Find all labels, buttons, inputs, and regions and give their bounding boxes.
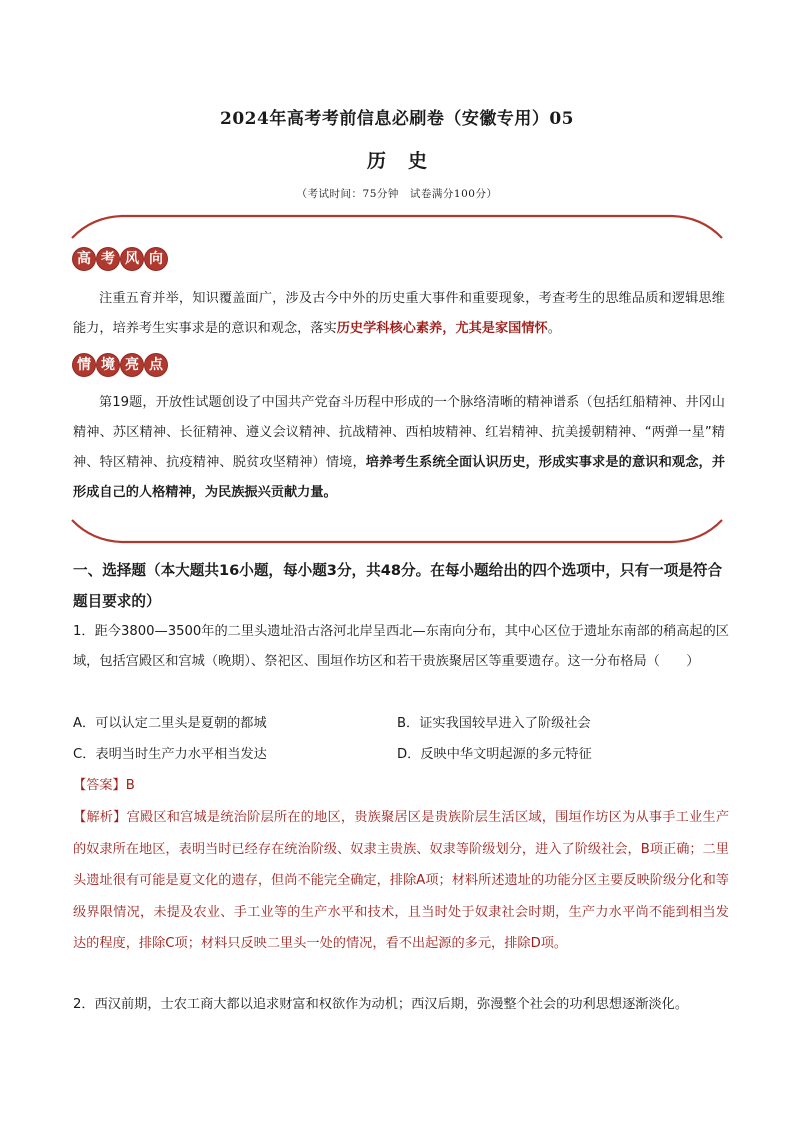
tag-char: 向 xyxy=(145,248,167,270)
intro-p2-text: 第19题，开放性试题创设了中国共产党奋斗历程中形成的一个脉络清晰的精神谱系（包括红船精神、井冈山精神、苏区精神、长征精神、遵义会议精神、抗战精神、西柏坡精神、红岩精神、抗美援朝精神、“两弹一星”精神、特区精神、抗疫精神、脱贫攻坚精神）情境， xyxy=(73,395,725,470)
tag-char: 高 xyxy=(73,248,95,270)
q1-option-c: C．表明当时生产力水平相当发达 xyxy=(73,747,267,762)
answer-label: 【答案】 xyxy=(73,778,126,793)
intro-p1-highlight: 历史学科核心素养，尤其是家国情怀 xyxy=(336,321,548,336)
q1-option-a: A．可以认定二里头是夏朝的都城 xyxy=(73,716,267,731)
intro-p1-end: 。 xyxy=(547,321,561,336)
tag-char: 风 xyxy=(121,248,143,270)
intro-paragraph-2 xyxy=(73,388,725,508)
q1-answer xyxy=(73,776,135,796)
tag-char: 考 xyxy=(97,248,119,270)
question-2-stem: 2．西汉前期，士农工商大都以追求财富和权欲作为动机；西汉后期，弥漫整个社会的功利思想逐渐淡化。 xyxy=(73,997,689,1012)
analysis-text: 宫殿区和宫城是统治阶层所在的地区，贵族聚居区是贵族阶层生活区域，围垣作坊区为从事手工业生产的奴隶所在地区，表明当时已经存在统治阶级、奴隶主贵族、奴隶等阶级划分，进入了阶级社会，B项正确；二里头遗址很有可能是夏文化的遗存，但尚不能完全确定，排除A项；材料所述遗址的功能分区主要反映阶级分化和等级界限情况，未提及农业、手工业等的生产水平和技术，且当时处于奴隶社会时期，生产力水平尚不能到相当发达的程度，排除C项；材料只反映二里头一处的情况，看不出起源的多元，排除D项。 xyxy=(73,810,730,951)
tag-scenario-highlight xyxy=(73,354,167,376)
analysis-label: 【解析】 xyxy=(73,810,127,825)
tag-char: 境 xyxy=(97,354,119,376)
tag-char: 点 xyxy=(145,354,167,376)
section-title: 一、选择题（本大题共16小题，每小题3分，共48分。在每小题给出的四个选项中，只有一项是符合题目要求的） xyxy=(73,562,723,610)
intro-p2-bold: 培养考生系统全面认识历史，形成实事求是的意识和观念，并形成自己的人格精神，为民族振兴贡献力量。 xyxy=(73,455,726,500)
q1-option-b: B．证实我国较早进入了阶级社会 xyxy=(397,716,591,731)
answer-value: B xyxy=(125,778,135,793)
tag-exam-trend xyxy=(73,248,167,270)
q1-analysis xyxy=(73,802,729,960)
intro-paragraph-1 xyxy=(73,284,725,344)
exam-info: （考试时间：75分钟 试卷满分100分） xyxy=(296,188,498,200)
intro-p1-text: 注重五育并举，知识覆盖面广，涉及古今中外的历史重大事件和重要现象，考查考生的思维品质和逻辑思维能力，培养考生实事求是的意识和观念，落实 xyxy=(73,291,725,336)
q1-option-d: D．反映中华文明起源的多元特征 xyxy=(397,747,592,762)
subject-heading: 历史 xyxy=(366,150,449,172)
question-1-stem: 1．距今3800—3500年的二里头遗址沿古洛河北岸呈西北—东南向分布，其中心区位于遗址东南部的稍高起的区域，包括宫殿区和宫城（晚期）、祭祀区、围垣作坊区和若干贵族聚居区等重要遗存。这一分布格局（ ） xyxy=(73,624,729,669)
tag-char: 情 xyxy=(73,354,95,376)
paper-title: 2024年高考考前信息必刷卷（安徽专用）05 xyxy=(220,109,574,129)
tag-char: 亮 xyxy=(121,354,143,376)
